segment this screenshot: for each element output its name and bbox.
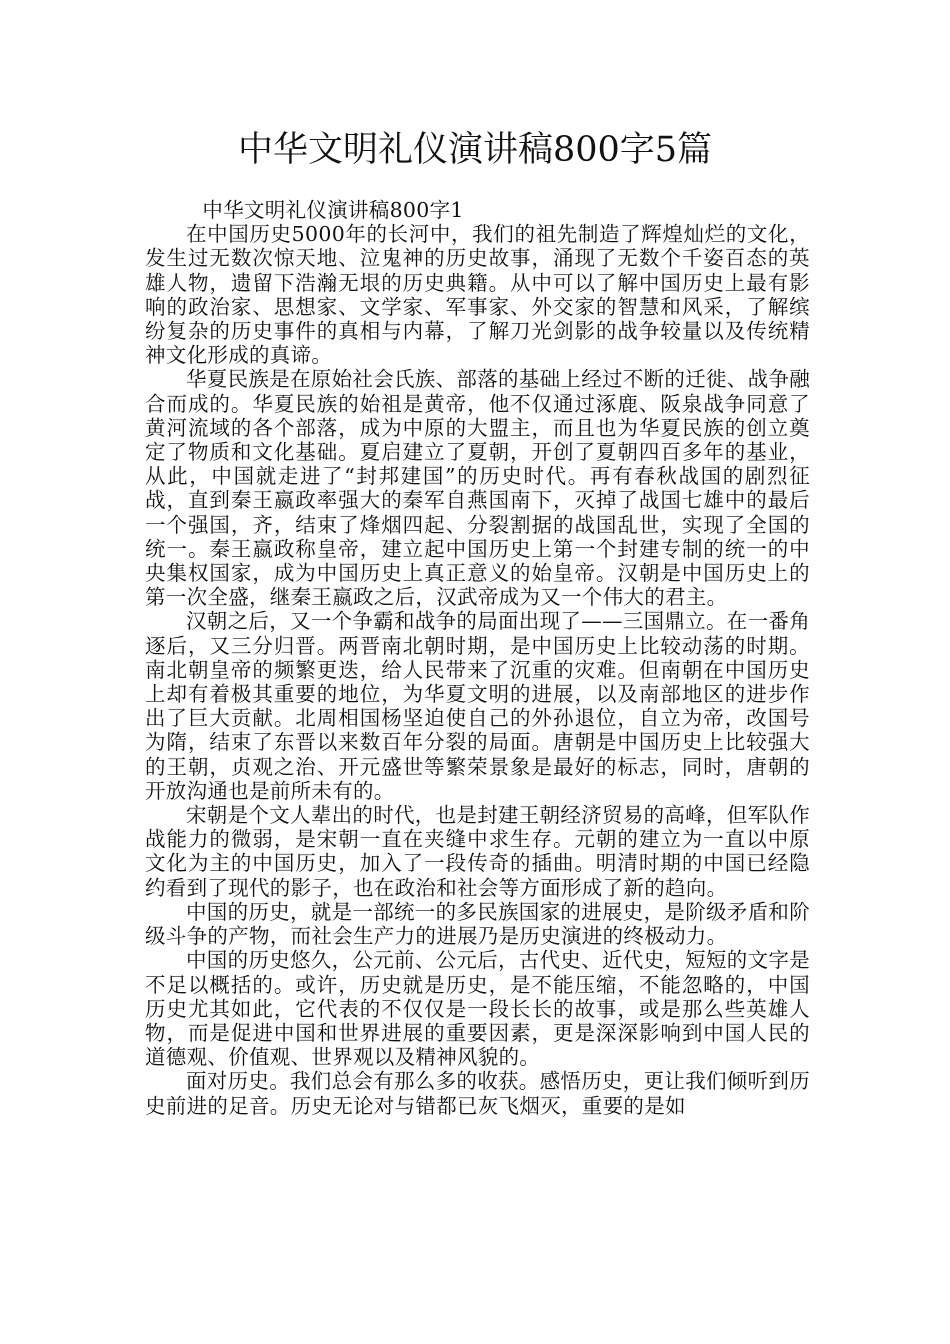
paragraph: 中国的历史悠久，公元前、公元后，古代史、近代史，短短的文字是不足以概括的。或许，历史就是历史，是不能压缩，不能忽略的，中国历史尤其如此，它代表的不仅仅是一段长长的故事，或是那么些英雄人物，而是促进中国和世界进展的重要因素，更是深深影响到中国人民的道德观、价值观、世界观以及精神风貌的。: [145, 948, 810, 1070]
paragraph: 汉朝之后，又一个争霸和战争的局面出现了——三国鼎立。在一番角逐后，又三分归晋。两晋南北朝时期，是中国历史上比较动荡的时期。南北朝皇帝的频繁更迭，给人民带来了沉重的灾难。但南朝在中国历史上却有着极其重要的地位，为华夏文明的进展，以及南部地区的进步作出了巨大贡献。北周相国杨坚迫使自己的外孙退位，自立为帝，改国号为隋，结束了东晋以来数百年分裂的局面。唐朝是中国历史上比较强大的王朝，贞观之治、开元盛世等繁荣景象是最好的标志，同时，唐朝的开放沟通也是前所未有的。: [145, 609, 810, 803]
paragraph: 面对历史。我们总会有那么多的收获。感悟历史，更让我们倾听到历史前进的足音。历史无论对与错都已灰飞烟灭，重要的是如: [145, 1069, 810, 1118]
section-heading: 中华文明礼仪演讲稿800字1: [202, 198, 464, 222]
document-body: [145, 198, 810, 1118]
paragraph: 宋朝是个文人辈出的时代，也是封建王朝经济贸易的高峰，但军队作战能力的微弱，是宋朝一直在夹缝中求生存。元朝的建立为一直以中原文化为主的中国历史，加入了一段传奇的插曲。明清时期的中国已经隐约看到了现代的影子，也在政治和社会等方面形成了新的趋向。: [145, 803, 810, 900]
paragraph: 中国的历史，就是一部统一的多民族国家的进展史，是阶级矛盾和阶级斗争的产物，而社会生产力的进展乃是历史演进的终极动力。: [145, 899, 810, 949]
paragraph: 华夏民族是在原始社会氏族、部落的基础上经过不断的迁徙、战争融合而成的。华夏民族的始祖是黄帝，他不仅通过涿鹿、阪泉战争同意了黄河流域的各个部落，成为中原的大盟主，而且也为华夏民族的创立奠定了物质和文化基础。夏启建立了夏朝，开创了夏朝四百多年的基业，从此，中国就走进了“封邦建国”的历史时代。再有春秋战国的剧烈征战，直到秦王嬴政率强大的秦军自燕国南下，灭掉了战国七雄中的最后一个强国，齐，结束了烽烟四起、分裂割据的战国乱世，实现了全国的统一。秦王嬴政称皇帝，建立起中国历史上第一个封建专制的统一的中央集权国家，成为中国历史上真正意义的始皇帝。汉朝是中国历史上的第一次全盛，继秦王嬴政之后，汉武帝成为又一个伟大的君主。: [145, 367, 810, 610]
paragraph: 在中国历史5000年的长河中，我们的祖先制造了辉煌灿烂的文化，发生过无数次惊天地、泣鬼神的历史故事，涌现了无数个千姿百态的英雄人物，遗留下浩瀚无垠的历史典籍。从中可以了解中国历史上最有影响的政治家、思想家、文学家、军事家、外交家的智慧和风采，了解缤纷复杂的历史事件的真相与内幕，了解刀光剑影的战争较量以及传统精神文化形成的真谛。: [145, 222, 810, 368]
document-title: 中华文明礼仪演讲稿800字5篇: [237, 130, 713, 170]
